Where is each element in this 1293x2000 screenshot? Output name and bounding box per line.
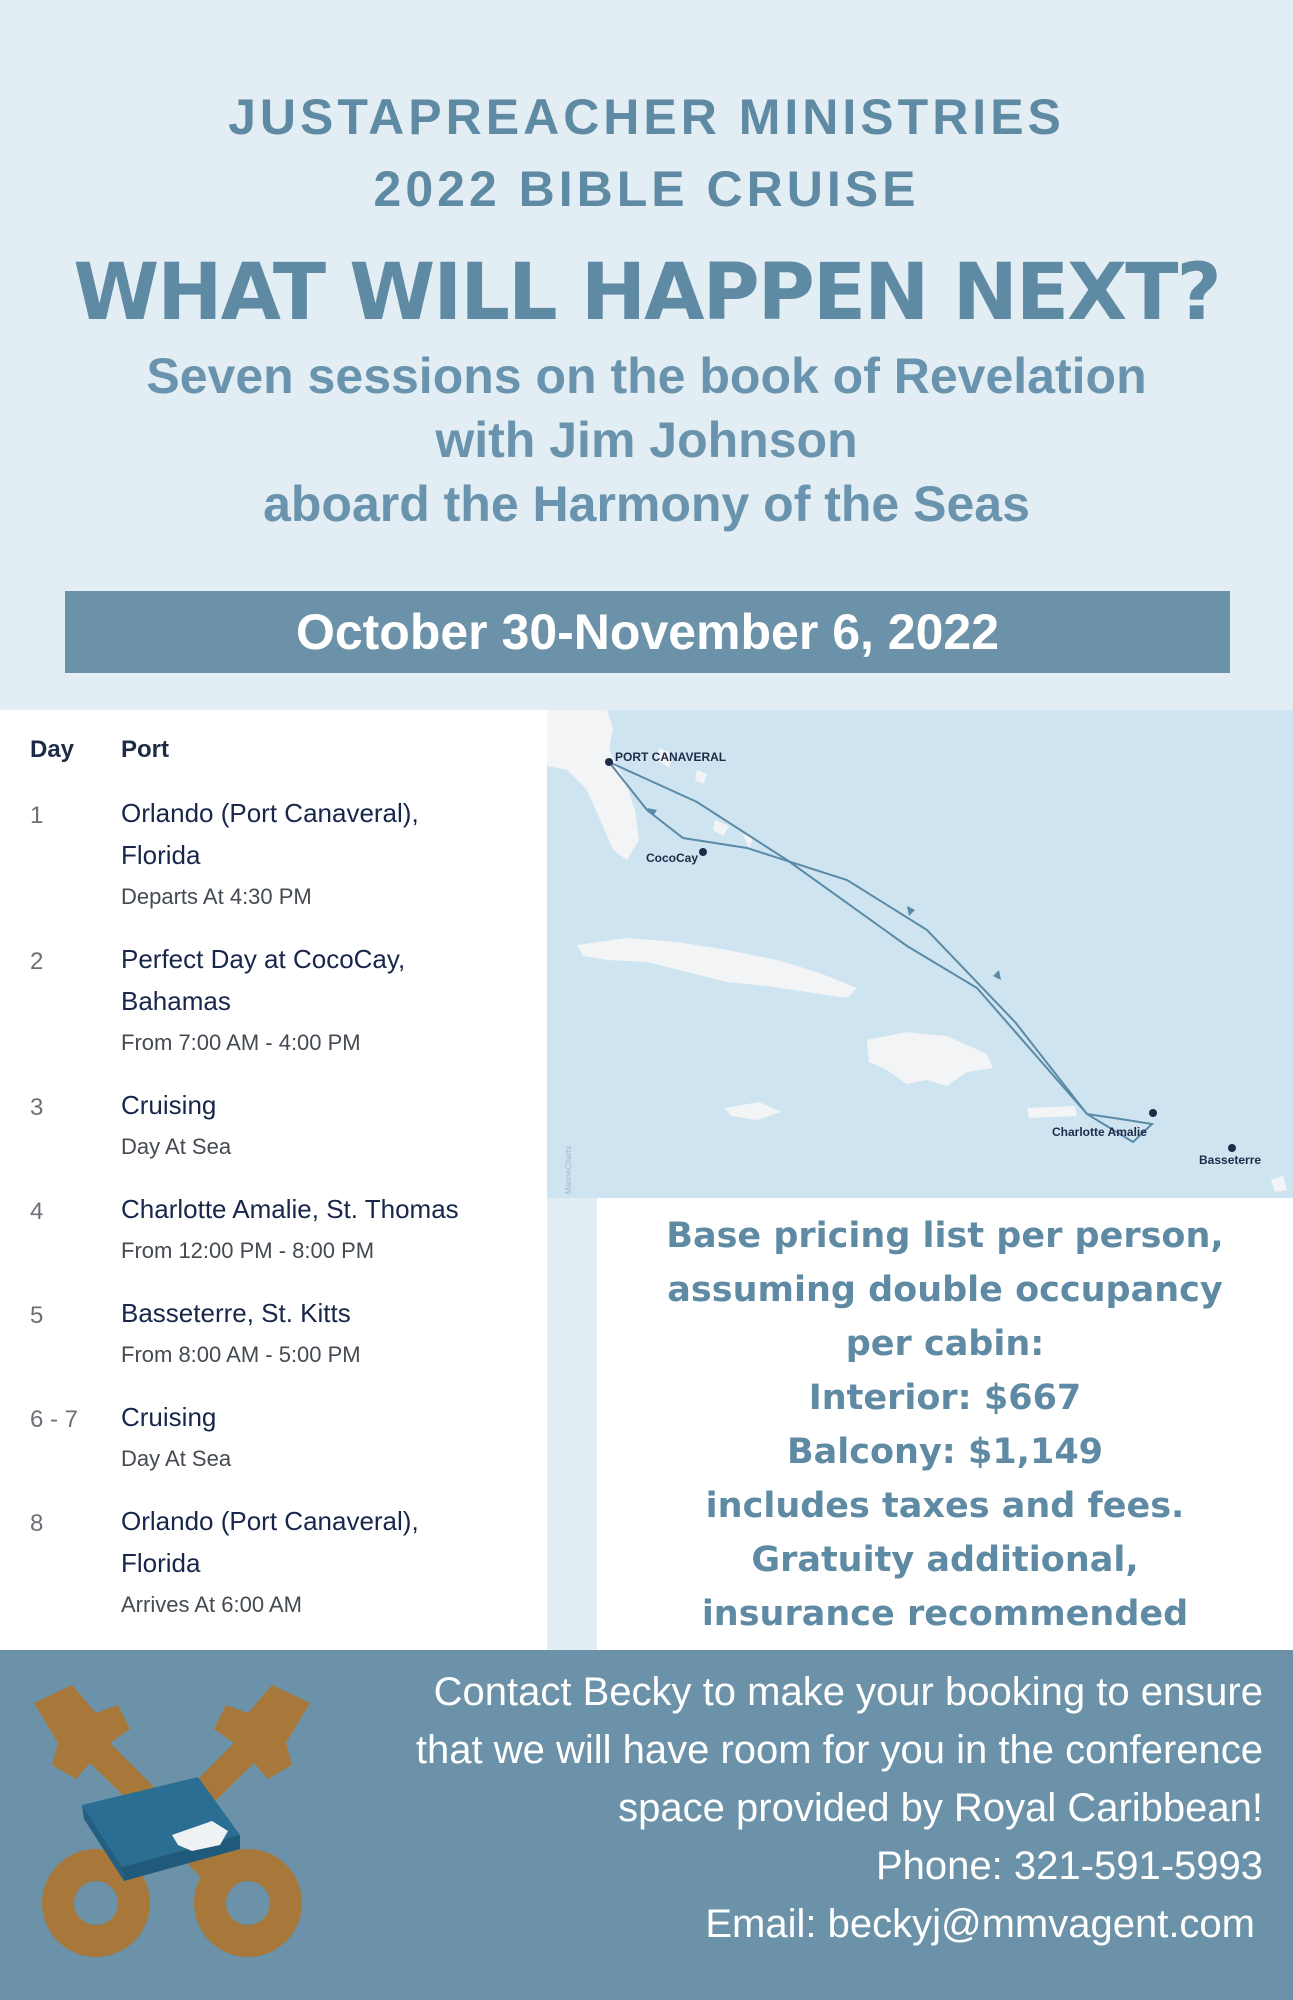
route-map-graphic <box>547 710 1293 1198</box>
port-time: Day At Sea <box>121 1446 232 1471</box>
pricing-line: includes taxes and fees. <box>705 1486 1185 1526</box>
port-name: Cruising <box>121 1402 217 1432</box>
column-header-port: Port <box>121 736 169 763</box>
pricing-line: per cabin: <box>845 1324 1045 1364</box>
port-region: Bahamas <box>121 986 231 1016</box>
contact-footer <box>0 1650 1293 2000</box>
port-time: Departs At 4:30 PM <box>121 884 312 909</box>
key-hole <box>226 1881 270 1925</box>
itinerary-table <box>0 710 547 1650</box>
port-time: Arrives At 6:00 AM <box>121 1592 302 1617</box>
map-label-charlotte-amalie: Charlotte Amalie <box>1052 1125 1147 1139</box>
contact-line: space provided by Royal Caribbean! <box>618 1786 1263 1830</box>
port-name: Perfect Day at CocoCay, <box>121 944 406 974</box>
contact-line: Contact Becky to make your booking to ensure <box>433 1670 1263 1714</box>
date-banner: October 30-November 6, 2022 <box>65 591 1230 673</box>
day-number: 6 - 7 <box>30 1406 79 1433</box>
port-dot <box>699 848 707 856</box>
port-name: Charlotte Amalie, St. Thomas <box>121 1194 459 1224</box>
pricing-balcony: Balcony: $1,149 <box>786 1432 1104 1472</box>
day-number: 8 <box>30 1510 44 1537</box>
port-time: From 8:00 AM - 5:00 PM <box>121 1342 361 1367</box>
route-map <box>547 710 1293 1198</box>
florida-landmass <box>547 710 639 860</box>
port-region: Florida <box>121 840 201 870</box>
headline: WHAT WILL HAPPEN NEXT? <box>73 248 1220 338</box>
pricing-panel <box>597 1198 1293 1650</box>
day-number: 1 <box>30 802 44 829</box>
subtitle-line-1: Seven sessions on the book of Revelation <box>146 348 1147 404</box>
day-number: 3 <box>30 1094 44 1121</box>
puerto-rico-landmass <box>1027 1106 1077 1118</box>
cuba-landmass <box>577 938 857 998</box>
port-dot <box>1228 1144 1236 1152</box>
port-name: Basseterre, St. Kitts <box>121 1298 351 1328</box>
map-label-basseterre: Basseterre <box>1199 1153 1262 1167</box>
port-region: Florida <box>121 1548 201 1578</box>
port-time: From 7:00 AM - 4:00 PM <box>121 1030 361 1055</box>
contact-phone[interactable]: Phone: 321-591-5993 <box>876 1844 1263 1888</box>
key-hole <box>74 1881 118 1925</box>
port-name: Cruising <box>121 1090 217 1120</box>
map-label-cococay: CocoCay <box>646 851 699 865</box>
pricing-interior: Interior: $667 <box>808 1378 1082 1418</box>
day-number: 4 <box>30 1198 44 1225</box>
island <box>1271 1176 1287 1192</box>
port-name: Orlando (Port Canaveral), <box>121 1506 419 1536</box>
subtitle-line-2: with Jim Johnson <box>435 412 858 468</box>
pricing-line: Base pricing list per person, <box>666 1216 1224 1256</box>
jamaica-landmass <box>725 1102 781 1120</box>
route-outbound <box>609 762 1087 1114</box>
contact-line: that we will have room for you in the conference <box>415 1728 1263 1772</box>
subtitle-line-3: aboard the Harmony of the Seas <box>263 476 1030 532</box>
map-label-port-canaveral: PORT CANAVERAL <box>615 750 727 764</box>
port-dot <box>605 758 613 766</box>
map-credit: MarineCharts <box>564 1145 573 1194</box>
port-time: Day At Sea <box>121 1134 232 1159</box>
contact-email[interactable]: Email: beckyj@mmvagent.com <box>705 1902 1255 1946</box>
day-number: 2 <box>30 948 44 975</box>
route-arrow <box>907 906 915 916</box>
port-time: From 12:00 PM - 8:00 PM <box>121 1238 375 1263</box>
pricing-line: insurance recommended <box>701 1594 1189 1634</box>
island <box>695 770 707 784</box>
cruise-title: 2022 BIBLE CRUISE <box>373 161 920 217</box>
port-name: Orlando (Port Canaveral), <box>121 798 419 828</box>
column-header-day: Day <box>30 736 75 763</box>
hispaniola-landmass <box>867 1032 993 1086</box>
ministry-name: JUSTAPREACHER MINISTRIES <box>228 89 1065 145</box>
port-dot <box>1149 1109 1157 1117</box>
island <box>713 820 729 836</box>
pricing-line: assuming double occupancy <box>667 1270 1223 1310</box>
pricing-line: Gratuity additional, <box>751 1540 1139 1580</box>
day-number: 5 <box>30 1302 44 1329</box>
crossed-keys-bible-logo <box>22 1685 322 1975</box>
route-arrow <box>993 970 1001 980</box>
